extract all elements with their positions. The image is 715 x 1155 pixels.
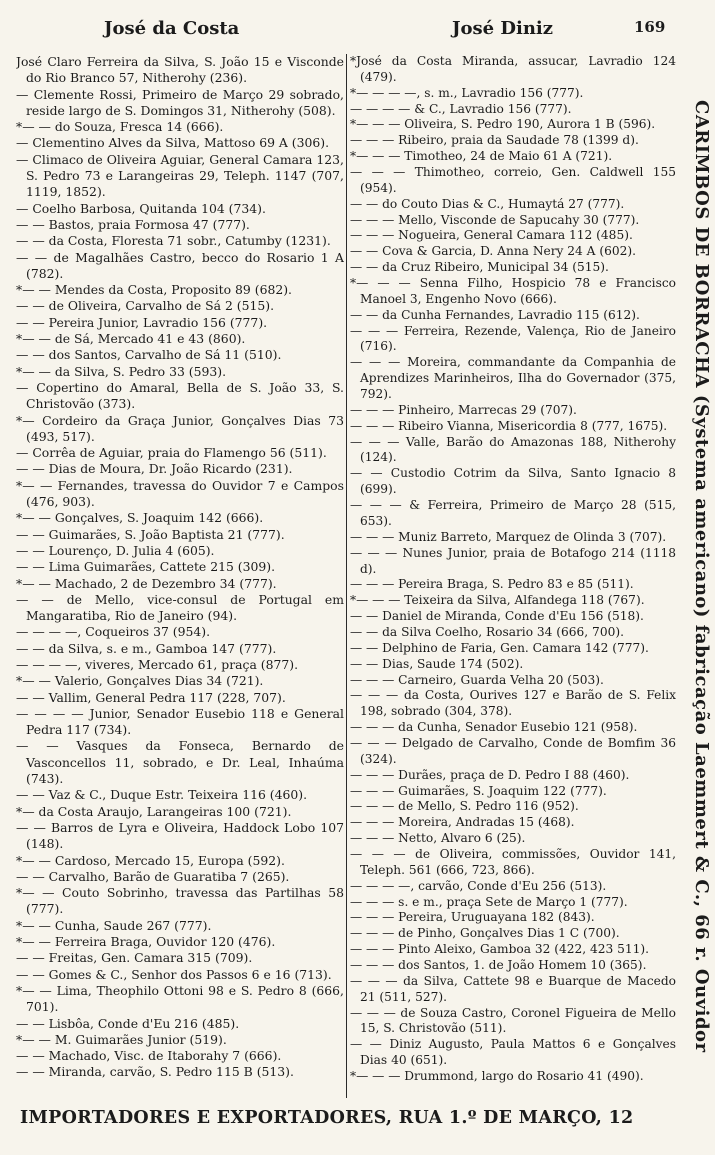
directory-entry: *— — Couto Sobrinho, travessa das Partilhas 58 (777). (16, 885, 344, 917)
directory-entry: — — Pereira Junior, Lavradio 156 (777). (16, 314, 268, 330)
directory-entry: — — — de Mello, S. Pedro 116 (952). (350, 799, 579, 814)
directory-entry: — — — Moreira, commandante da Companhia de Aprendizes Marinheiros, Ilha do Governador (375, 792). (350, 355, 676, 402)
directory-entry: *— — Lima, Theophilo Ottoni 98 e S. Pedro 8 (666, 701). (16, 982, 344, 1015)
directory-entry: — — — Moreira, Andradas 15 (468). (350, 815, 575, 830)
directory-entry: — Coelho Barbosa, Quitanda 104 (734). (16, 200, 266, 216)
side-advertisement (682, 100, 712, 1060)
directory-entry: — — Dias, Saude 174 (502). (350, 656, 524, 671)
directory-entry: — — — Ribeiro Vianna, Misericordia 8 (777, 1675). (350, 418, 668, 433)
directory-entry: *— — Gonçalves, S. Joaquim 142 (666). (16, 510, 264, 526)
directory-entry: — — — Guimarães, S. Joaquim 122 (777). (350, 783, 607, 798)
directory-entry: — — — Pereira Braga, S. Pedro 83 e 85 (511). (350, 577, 634, 592)
directory-entry: — — — da Cunha, Senador Eusebio 121 (958). (350, 720, 638, 735)
directory-entry: *— — Ferreira Braga, Ouvidor 120 (476). (16, 934, 276, 950)
directory-entry: — — Cova & Garcia, D. Anna Nery 24 A (602). (350, 244, 636, 259)
directory-entry: — — — Delgado de Carvalho, Conde de Bomfim 36 (324). (350, 735, 676, 766)
directory-entry: — — da Silva, s. e m., Gamboa 147 (777). (16, 640, 277, 656)
directory-entry: — Copertino do Amaral, Bella de S. João 33, S. Christovão (373). (16, 379, 344, 412)
directory-entry: *— — — Timotheo, 24 de Maio 61 A (721). (350, 149, 613, 164)
directory-entry: — — — dos Santos, 1. de João Homem 10 (365). (350, 957, 647, 972)
left-column (16, 54, 344, 1100)
directory-entry: *— — Fernandes, travessa do Ouvidor 7 e Campos (476, 903). (16, 477, 344, 510)
directory-entry: — — Vallim, General Pedra 117 (228, 707). (16, 689, 286, 705)
directory-entry: — Climaco de Oliveira Aguiar, General Camara 123, S. Pedro 73 e Larangeiras 29, Teleph. 1147 (707, 1119, 1852). (16, 151, 344, 200)
directory-entry: — — Machado, Visc. de Itaborahy 7 (666). (16, 1048, 282, 1064)
directory-entry: — — — da Costa, Ourives 127 e Barão de S. Felix 198, sobrado (304, 378). (350, 688, 676, 719)
directory-entry: — — Lisbôa, Conde d'Eu 216 (485). (16, 1015, 240, 1031)
directory-entry: — — — Pinheiro, Marrecas 29 (707). (350, 402, 577, 417)
directory-entry: — — Freitas, Gen. Camara 315 (709). (16, 950, 253, 966)
directory-entry: *— — — Drummond, largo do Rosario 41 (490). (350, 1069, 644, 1083)
directory-entry: — — de Mello, vice-consul de Portugal em Mangaratiba, Rio de Janeiro (94). (16, 591, 344, 624)
directory-entry: — — Lourenço, D. Julia 4 (605). (16, 542, 215, 558)
directory-entry: — — da Costa, Floresta 71 sobr., Catumby (1231). (16, 233, 331, 249)
directory-entry: *— — Valerio, Gonçalves Dias 34 (721). (16, 673, 264, 689)
directory-entry: *— — Machado, 2 de Dezembro 34 (777). (16, 575, 277, 591)
directory-entry: — — — Ferreira, Rezende, Valença, Rio de Janeiro (716). (350, 323, 676, 354)
directory-entry: — Clemente Rossi, Primeiro de Março 29 sobrado, reside largo de S. Domingos 31, Nitherohy (508). (16, 86, 344, 118)
directory-entry: — — — de Pinho, Gonçalves Dias 1 C (700). (350, 926, 620, 941)
directory-entry: — — Custodio Cotrim da Silva, Santo Ignacio 8 (699). (350, 466, 676, 497)
directory-entry: *— — Cardoso, Mercado 15, Europa (592). (16, 852, 285, 868)
directory-entry: — — de Oliveira, Carvalho de Sá 2 (515). (16, 298, 275, 314)
directory-entry: — Corrêa de Aguiar, praia do Flamengo 56 (511). (16, 445, 327, 461)
directory-entry: — — — —, Coqueiros 37 (954). (16, 624, 211, 640)
directory-entry: — — de Magalhães Castro, becco do Rosario 1 A (782). (16, 249, 344, 281)
directory-entry: — — Bastos, praia Formosa 47 (777). (16, 216, 250, 232)
page-header (0, 18, 715, 44)
column-divider (346, 54, 347, 1098)
directory-entry: — — Dias de Moura, Dr. João Ricardo (231). (16, 461, 293, 477)
directory-entry: — — Daniel de Miranda, Conde d'Eu 156 (518). (350, 609, 644, 624)
directory-entry: *— — — Senna Filho, Hospicio 78 e Francisco Manoel 3, Engenho Novo (666). (350, 276, 676, 306)
directory-entry: — — — & Ferreira, Primeiro de Março 28 (515, 653). (350, 498, 676, 528)
directory-entry: — — — Pereira, Uruguayana 182 (843). (350, 910, 595, 925)
directory-entry: — — — de Oliveira, commissões, Ouvidor 141, Teleph. 561 (666, 723, 866). (350, 846, 676, 877)
directory-entry: — — da Cunha Fernandes, Lavradio 115 (612). (350, 307, 640, 322)
directory-entry: — — Diniz Augusto, Paula Mattos 6 e Gonçalves Dias 40 (651). (350, 1037, 676, 1068)
directory-entry: *— — Mendes da Costa, Proposito 89 (682). (16, 282, 292, 298)
directory-entry: — — — — Junior, Senador Eusebio 118 e General Pedra 117 (734). (16, 705, 344, 738)
directory-entry: *— — de Sá, Mercado 41 e 43 (860). (16, 331, 246, 347)
directory-entry: — — — Pinto Aleixo, Gamboa 32 (422, 423 511). (350, 942, 650, 957)
directory-entry: — — da Cruz Ribeiro, Municipal 34 (515). (350, 260, 609, 275)
directory-entry: *— — do Souza, Fresca 14 (666). (16, 119, 224, 135)
directory-entry: José Claro Ferreira da Silva, S. João 15 e Visconde do Rio Branco 57, Nitherohy (236). (16, 54, 344, 86)
directory-entry: — — — Netto, Alvaro 6 (25). (350, 831, 526, 846)
directory-entry: *José da Costa Miranda, assucar, Lavradio 124 (479). (350, 54, 676, 84)
right-column (350, 54, 676, 1100)
directory-entry: — — — Nogueira, General Camara 112 (485). (350, 228, 633, 243)
directory-entry: — — — —, carvão, Conde d'Eu 256 (513). (350, 878, 607, 893)
directory-entry: — — Barros de Lyra e Oliveira, Haddock Lobo 107 (148). (16, 819, 344, 852)
directory-entry: — — — Carneiro, Guarda Velha 20 (503). (350, 672, 604, 687)
directory-entry: — — Gomes & C., Senhor dos Passos 6 e 16 (713). (16, 966, 332, 982)
directory-entry: — — — de Souza Castro, Coronel Figueira de Mello 15, S. Christovão (511). (350, 1005, 676, 1036)
directory-entry: *— da Costa Araujo, Larangeiras 100 (721). (16, 803, 292, 819)
directory-entry: *— Cordeiro da Graça Junior, Gonçalves Dias 73 (493, 517). (16, 412, 344, 444)
directory-entry: — — — Muniz Barreto, Marquez de Olinda 3 (707). (350, 529, 667, 544)
directory-entry: *— — M. Guimarães Junior (519). (16, 1031, 227, 1047)
right-running-head: José Diniz (452, 18, 553, 39)
directory-entry: — — Delphino de Faria, Gen. Camara 142 (777). (350, 640, 649, 655)
directory-entry: — — Guimarães, S. João Baptista 21 (777). (16, 526, 285, 542)
directory-entry: — — Vaz & C., Duque Estr. Teixeira 116 (460). (16, 787, 308, 803)
page-number: 169 (634, 18, 666, 36)
directory-entry: *— — — Teixeira da Silva, Alfandega 118 (767). (350, 593, 645, 608)
directory-entry: — — — Durães, praça de D. Pedro I 88 (460). (350, 767, 630, 782)
footer-advertisement: IMPORTADORES E EXPORTADORES, RUA 1.º DE MARÇO, 12 (20, 1108, 634, 1128)
directory-entry: — — — da Silva, Cattete 98 e Buarque de Macedo 21 (511, 527). (350, 973, 676, 1004)
directory-entry: — — — s. e m., praça Sete de Março 1 (777). (350, 894, 628, 909)
directory-entry: — — dos Santos, Carvalho de Sá 11 (510). (16, 347, 282, 363)
directory-entry: — — — —, viveres, Mercado 61, praça (877). (16, 656, 299, 672)
left-running-head: José da Costa (104, 18, 240, 39)
directory-entry: *— — da Silva, S. Pedro 33 (593). (16, 363, 227, 379)
side-advertisement-text: CARIMBOS DE BORRACHA (Systema americano) fabricação Laemmert & C., 66 r. Ouvidor (691, 100, 712, 1053)
directory-entry: — — — Valle, Barão do Amazonas 188, Nitherohy (124). (350, 434, 676, 465)
directory-entry: — — Carvalho, Barão de Guaratiba 7 (265). (16, 868, 290, 884)
directory-entry: — — — Ribeiro, praia da Saudade 78 (1399 d). (350, 133, 639, 148)
directory-entry: — — Lima Guimarães, Cattete 215 (309). (16, 559, 276, 575)
directory-entry: *— — — —, s. m., Lavradio 156 (777). (350, 85, 584, 100)
directory-entry: — — do Couto Dias & C., Humaytá 27 (777). (350, 196, 625, 211)
directory-entry: — — Miranda, carvão, S. Pedro 115 B (513). (16, 1064, 294, 1080)
directory-entry: *— — — Oliveira, S. Pedro 190, Aurora 1 B (596). (350, 117, 656, 132)
directory-entry: — — Vasques da Fonseca, Bernardo de Vasconcellos 11, sobrado, e Dr. Leal, Inhaúma (743). (16, 738, 344, 787)
directory-entry: — — — Mello, Visconde de Sapucahy 30 (777). (350, 212, 640, 227)
directory-entry: — — — Nunes Junior, praia de Botafogo 214 (1118 d). (350, 545, 676, 576)
directory-entry: — — — — & C., Lavradio 156 (777). (350, 101, 572, 116)
directory-entry: *— — Cunha, Saude 267 (777). (16, 917, 212, 933)
directory-entry: — — da Silva Coelho, Rosario 34 (666, 700). (350, 624, 624, 639)
directory-entry: — Clementino Alves da Silva, Mattoso 69 A (306). (16, 135, 330, 151)
directory-entry: — — — Thimotheo, correio, Gen. Caldwell 155 (954). (350, 165, 676, 195)
